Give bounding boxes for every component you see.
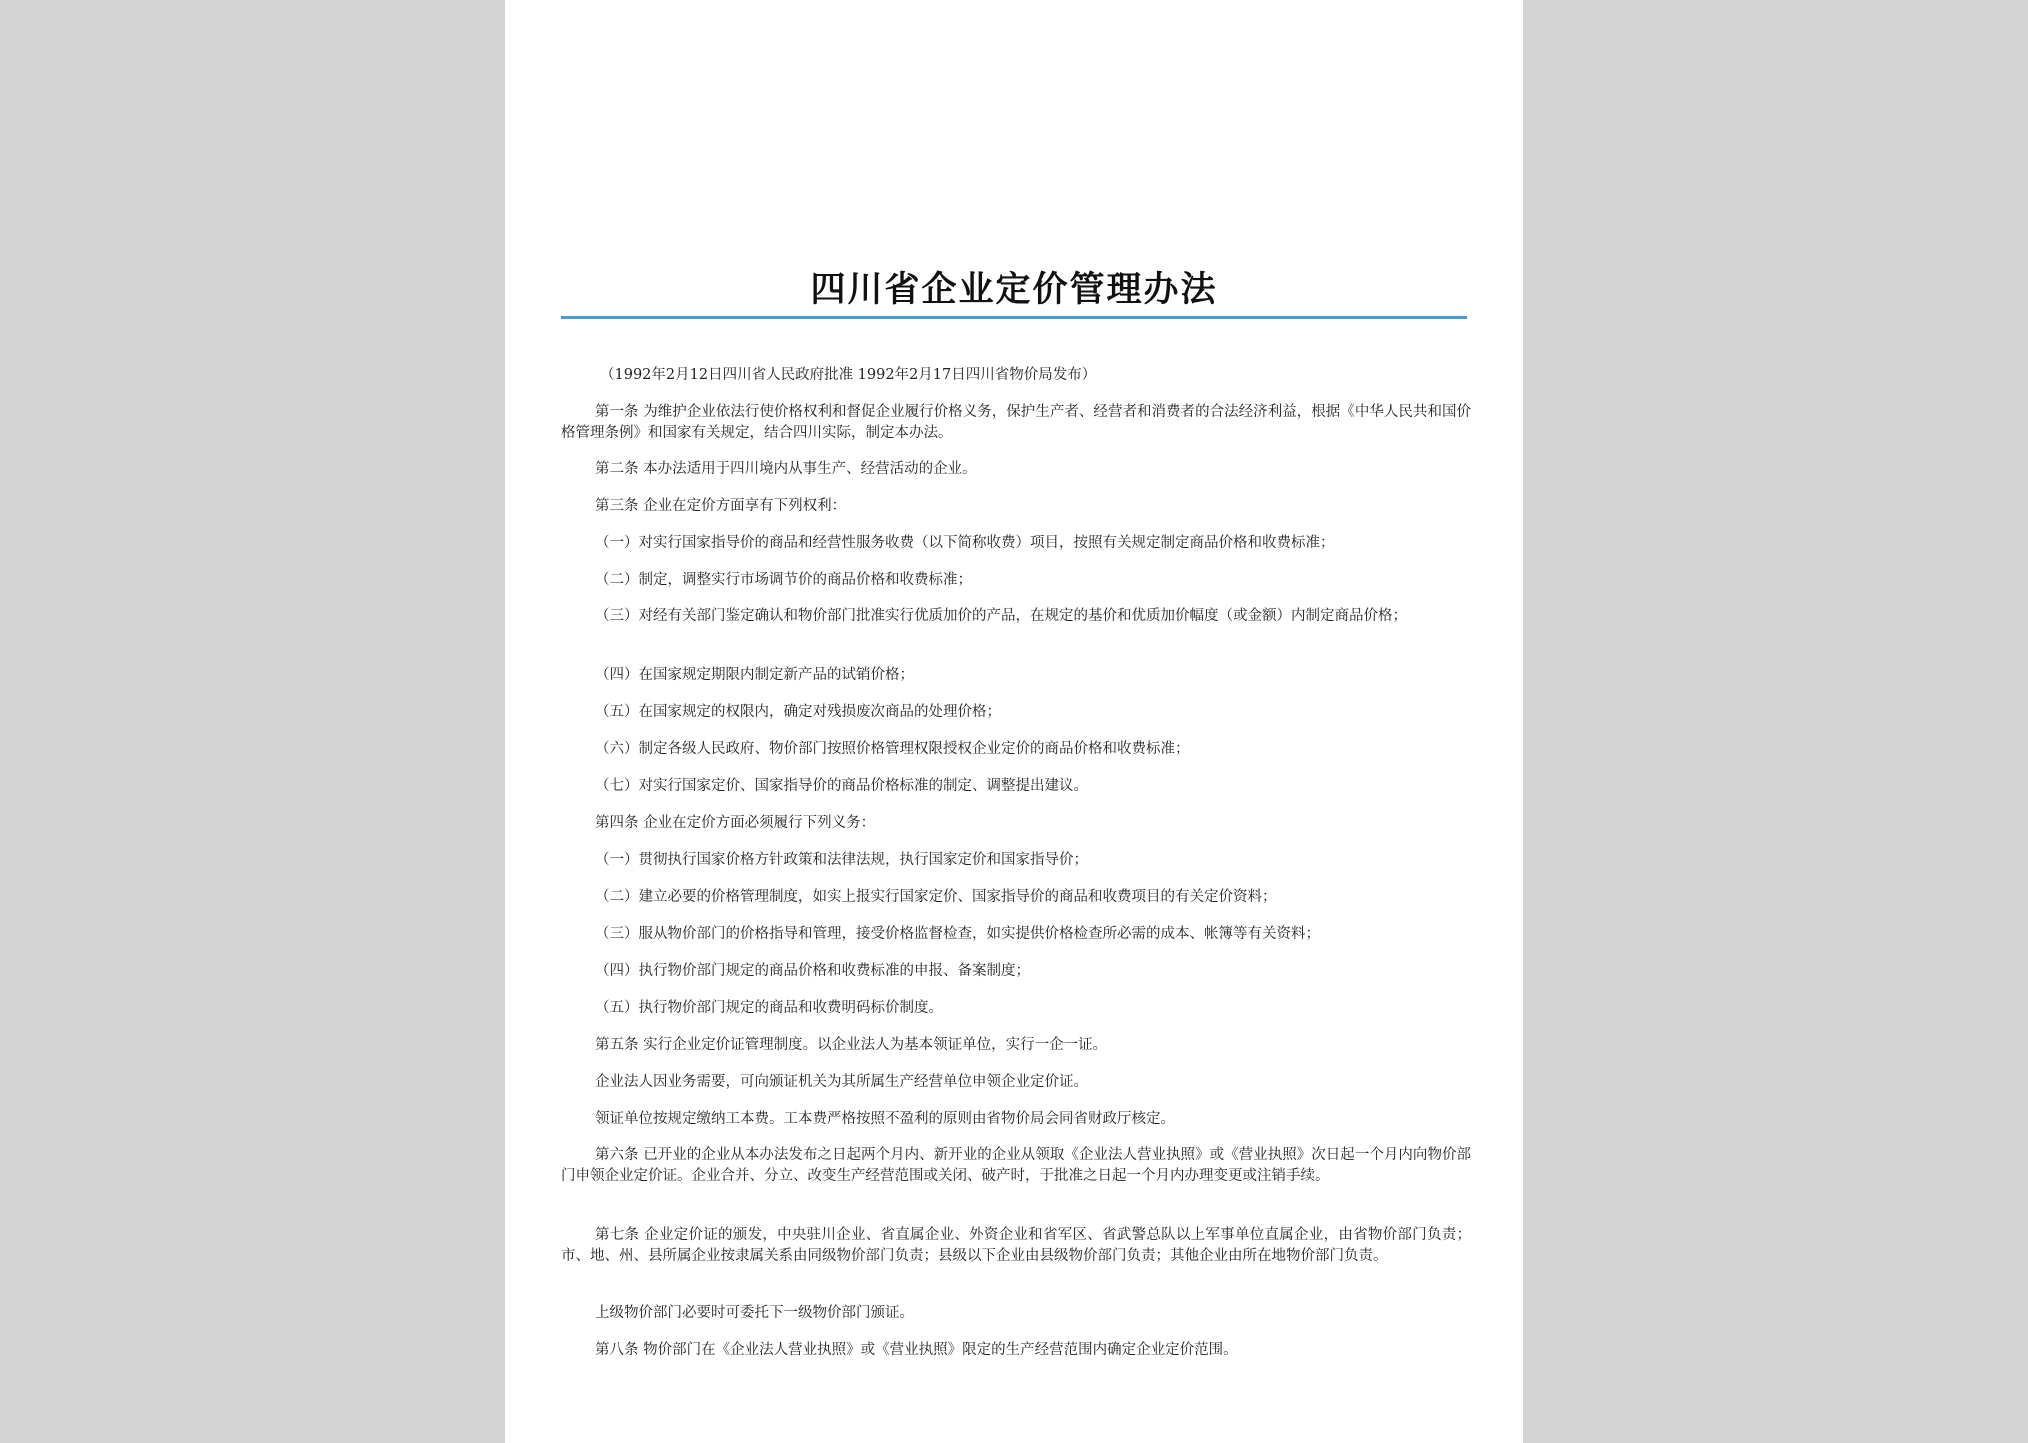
title-divider: [561, 316, 1467, 319]
article-4-item-2: （二）建立必要的价格管理制度，如实上报实行国家定价、国家指导价的商品和收费项目的有关定价资料；: [595, 889, 1277, 905]
article-4-item-1: （一）贯彻执行国家价格方针政策和法律法规，执行国家定价和国家指导价；: [595, 852, 1088, 868]
article-3-item-6: （六）制定各级人民政府、物价部门按照价格管理权限授权企业定价的商品价格和收费标准；: [595, 741, 1190, 757]
article-8: 第八条 物价部门在《企业法人营业执照》或《营业执照》限定的生产经营范围内确定企业定价范围。: [595, 1342, 1238, 1358]
article-7-para-2: 上级物价部门必要时可委托下一级物价部门颁证。: [595, 1305, 914, 1321]
article-5: 第五条 实行企业定价证管理制度。以企业法人为基本领证单位，实行一企一证。: [595, 1037, 1108, 1053]
article-3-item-4: （四）在国家规定期限内制定新产品的试销价格；: [595, 667, 914, 683]
article-3-item-1: （一）对实行国家指导价的商品和经营性服务收费（以下简称收费）项目，按照有关规定制定商品价格和收费标准；: [595, 535, 1335, 551]
article-3-item-3: （三）对经有关部门鉴定确认和物价部门批准实行优质加价的产品，在规定的基价和优质加价幅度（或金额）内制定商品价格；: [595, 608, 1407, 624]
document-title: 四川省企业定价管理办法: [810, 269, 1218, 310]
document-source-note: （1992年2月12日四川省人民政府批准 1992年2月17日四川省物价局发布）: [600, 367, 1097, 383]
article-3-item-2: （二）制定，调整实行市场调节价的商品价格和收费标准；: [595, 572, 972, 588]
article-5-para-3: 领证单位按规定缴纳工本费。工本费严格按照不盈利的原则由省物价局会同省财政厅核定。: [595, 1111, 1175, 1127]
article-6: 第六条 已开业的企业从本办法发布之日起两个月内、新开业的企业从领取《企业法人营业执照》或《营业执照》次日起一个月内向物价部门申领企业定价证。企业合并、分立、改变生产经营范围或关闭、破产时，于批准之日起一个月内办理变更或注销手续。: [561, 1147, 1471, 1184]
article-2: 第二条 本办法适用于四川境内从事生产、经营活动的企业。: [595, 461, 977, 477]
article-3-item-5: （五）在国家规定的权限内，确定对残损废次商品的处理价格；: [595, 704, 1001, 720]
article-4-item-3: （三）服从物价部门的价格指导和管理，接受价格监督检查，如实提供价格检查所必需的成本、帐簿等有关资料；: [595, 926, 1320, 942]
article-4-item-5: （五）执行物价部门规定的商品和收费明码标价制度。: [595, 1000, 943, 1016]
article-5-para-2: 企业法人因业务需要，可向颁证机关为其所属生产经营单位申领企业定价证。: [595, 1074, 1088, 1090]
article-3-item-7: （七）对实行国家定价、国家指导价的商品价格标准的制定、调整提出建议。: [595, 778, 1088, 794]
article-4: 第四条 企业在定价方面必须履行下列义务：: [595, 815, 876, 831]
document-page: [505, 0, 1523, 1443]
article-4-item-4: （四）执行物价部门规定的商品价格和收费标准的申报、备案制度；: [595, 963, 1030, 979]
article-3: 第三条 企业在定价方面享有下列权利：: [595, 498, 847, 514]
article-1: 第一条 为维护企业依法行使价格权利和督促企业履行价格义务，保护生产者、经营者和消费者的合法经济利益，根据《中华人民共和国价格管理条例》和国家有关规定，结合四川实际，制定本办法。: [561, 404, 1471, 441]
article-7: 第七条 企业定价证的颁发，中央驻川企业、省直属企业、外资企业和省军区、省武警总队以上军事单位直属企业，由省物价部门负责；市、地、州、县所属企业按隶属关系由同级物价部门负责；县级以下企业由县级物价部门负责；其他企业由所在地物价部门负责。: [561, 1227, 1471, 1264]
